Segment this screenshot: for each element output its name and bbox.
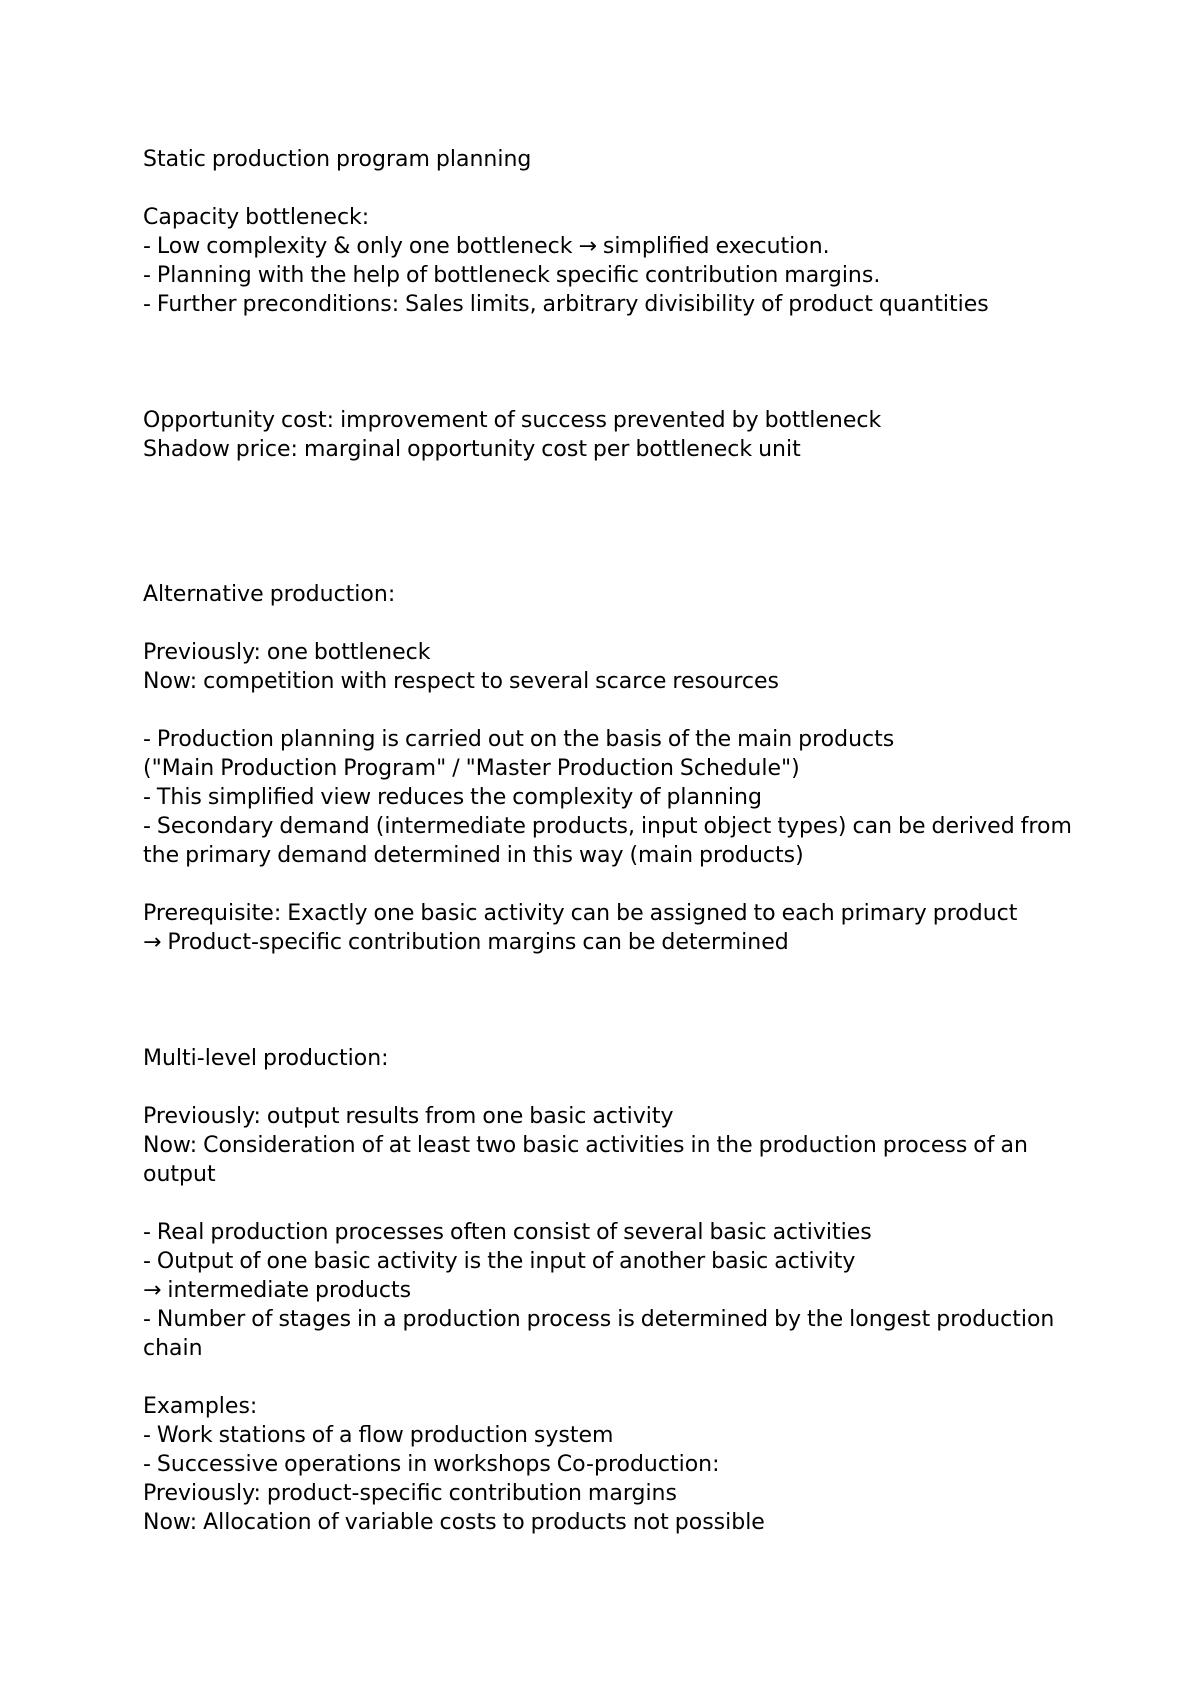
bullet-line: - Low complexity & only one bottleneck → simplified execution. xyxy=(143,234,830,259)
text-line: Now: Allocation of variable costs to products not possible xyxy=(143,1510,765,1535)
bullet-line: - Output of one basic activity is the input of another basic activity xyxy=(143,1249,856,1274)
blank-lines xyxy=(143,957,1083,1044)
bullet-line: - Real production processes often consist of several basic activities xyxy=(143,1220,872,1245)
bullet-line: - Further preconditions: Sales limits, arbitrary divisibility of product quantities xyxy=(143,292,989,317)
blank-lines xyxy=(143,319,1083,406)
blank-line xyxy=(143,609,1083,638)
bullet-line: - Planning with the help of bottleneck specific contribution margins. xyxy=(143,263,881,288)
section-heading-examples: Examples: xyxy=(143,1394,258,1419)
section-heading-capacity-bottleneck: Capacity bottleneck: xyxy=(143,205,370,230)
definition-line-shadow-price: Shadow price: marginal opportunity cost per bottleneck unit xyxy=(143,437,801,462)
definition-line-opportunity-cost: Opportunity cost: improvement of success prevented by bottleneck xyxy=(143,408,882,433)
blank-line xyxy=(143,696,1083,725)
bullet-line: - Secondary demand (intermediate products, input object types) can be derived from xyxy=(143,814,1072,839)
text-line: Previously: product-specific contribution margins xyxy=(143,1481,677,1506)
blank-line xyxy=(143,1073,1083,1102)
bullet-line: - Successive operations in workshops Co-production: xyxy=(143,1452,720,1477)
text-line: Now: Consideration of at least two basic activities in the production process of an xyxy=(143,1133,1028,1158)
bullet-line: - This simplified view reduces the complexity of planning xyxy=(143,785,762,810)
text-line: chain xyxy=(143,1336,203,1361)
text-line: Previously: one bottleneck xyxy=(143,640,431,665)
blank-line xyxy=(143,1363,1083,1392)
text-line: the primary demand determined in this way (main products) xyxy=(143,843,804,868)
section-heading-alternative-production: Alternative production: xyxy=(143,582,396,607)
text-line: ("Main Production Program" / "Master Production Schedule") xyxy=(143,756,800,781)
bullet-line: - Number of stages in a production process is determined by the longest production xyxy=(143,1307,1055,1332)
bullet-line: - Work stations of a flow production system xyxy=(143,1423,614,1448)
arrow-line: → intermediate products xyxy=(143,1278,412,1303)
text-line: Prerequisite: Exactly one basic activity can be assigned to each primary product xyxy=(143,901,1018,926)
document-body xyxy=(143,145,1083,1537)
document-title: Static production program planning xyxy=(143,147,532,172)
section-heading-multi-level-production: Multi-level production: xyxy=(143,1046,389,1071)
blank-line xyxy=(143,174,1083,203)
blank-lines xyxy=(143,464,1083,580)
bullet-line: - Production planning is carried out on the basis of the main products xyxy=(143,727,895,752)
text-line: output xyxy=(143,1162,216,1187)
arrow-line: → Product-specific contribution margins can be determined xyxy=(143,930,789,955)
text-line: Now: competition with respect to several scarce resources xyxy=(143,669,780,694)
blank-line xyxy=(143,870,1083,899)
blank-line xyxy=(143,1189,1083,1218)
text-line: Previously: output results from one basic activity xyxy=(143,1104,674,1129)
